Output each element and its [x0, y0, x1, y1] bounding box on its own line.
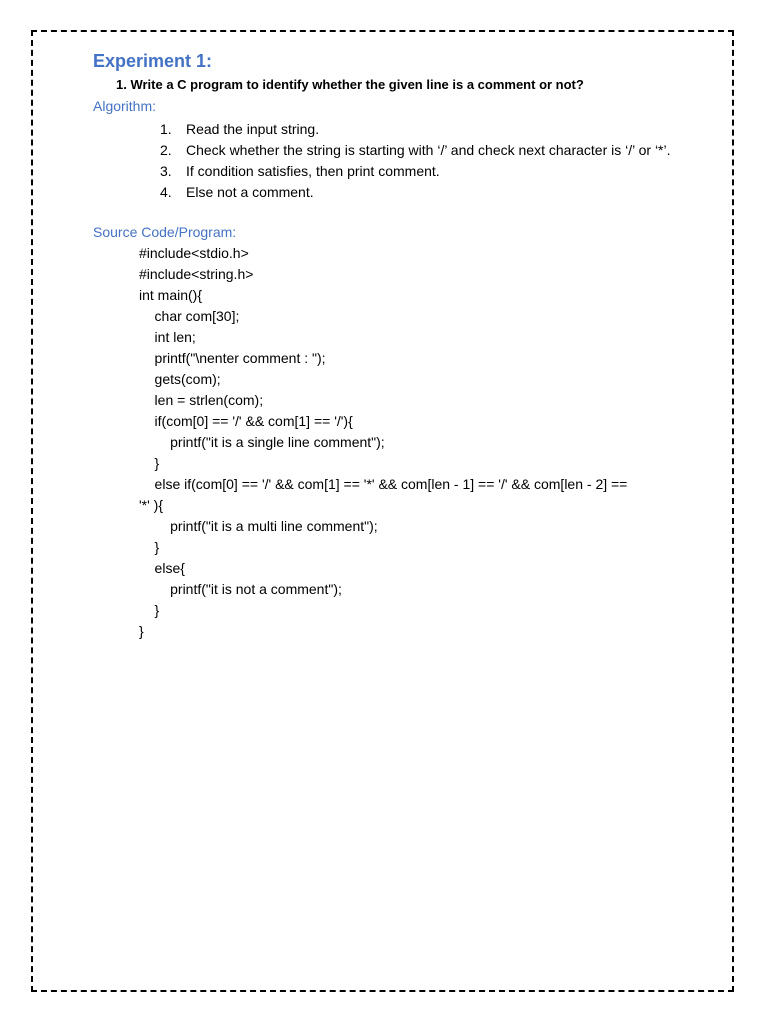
source-code-heading: Source Code/Program:	[93, 224, 237, 240]
step-number: 3.	[160, 163, 172, 179]
code-line: '*' ){	[139, 497, 164, 513]
code-line: }	[139, 539, 160, 555]
code-line: int len;	[139, 329, 196, 345]
code-line: }	[139, 623, 144, 639]
code-line: }	[139, 602, 160, 618]
code-line: else{	[139, 560, 185, 576]
algorithm-step	[160, 140, 671, 161]
code-line: printf("it is not a comment");	[139, 581, 342, 597]
code-line: gets(com);	[139, 371, 221, 387]
step-text: If condition satisfies, then print comment.	[186, 163, 440, 179]
step-number: 2.	[160, 142, 172, 158]
algorithm-heading: Algorithm:	[93, 98, 157, 114]
code-line: char com[30];	[139, 308, 240, 324]
experiment-title: Experiment 1:	[93, 51, 213, 71]
step-number: 4.	[160, 184, 172, 200]
code-line: #include<stdio.h>	[139, 245, 249, 261]
algorithm-list	[160, 119, 671, 203]
step-text: Check whether the string is starting with ‘/’ and check next character is ‘/’ or ‘*’.	[186, 142, 671, 158]
code-line: }	[139, 455, 160, 471]
algorithm-step	[160, 182, 671, 203]
code-line: #include<string.h>	[139, 266, 254, 282]
step-number: 1.	[160, 121, 172, 137]
algorithm-step	[160, 119, 671, 140]
source-code-block	[139, 243, 729, 642]
algorithm-step	[160, 161, 671, 182]
code-line: printf("\nenter comment : ");	[139, 350, 326, 366]
step-text: Read the input string.	[186, 121, 320, 137]
code-line: printf("it is a single line comment");	[139, 434, 385, 450]
code-line: else if(com[0] == '/' && com[1] == '*' && com[len - 1] == '/' && com[len - 2] ==	[139, 476, 628, 492]
code-line: printf("it is a multi line comment");	[139, 518, 378, 534]
code-line: if(com[0] == '/' && com[1] == '/'){	[139, 413, 353, 429]
code-line: int main(){	[139, 287, 203, 303]
question-text: 1. Write a C program to identify whether the given line is a comment or not?	[116, 77, 584, 92]
code-line: len = strlen(com);	[139, 392, 264, 408]
step-text: Else not a comment.	[186, 184, 314, 200]
